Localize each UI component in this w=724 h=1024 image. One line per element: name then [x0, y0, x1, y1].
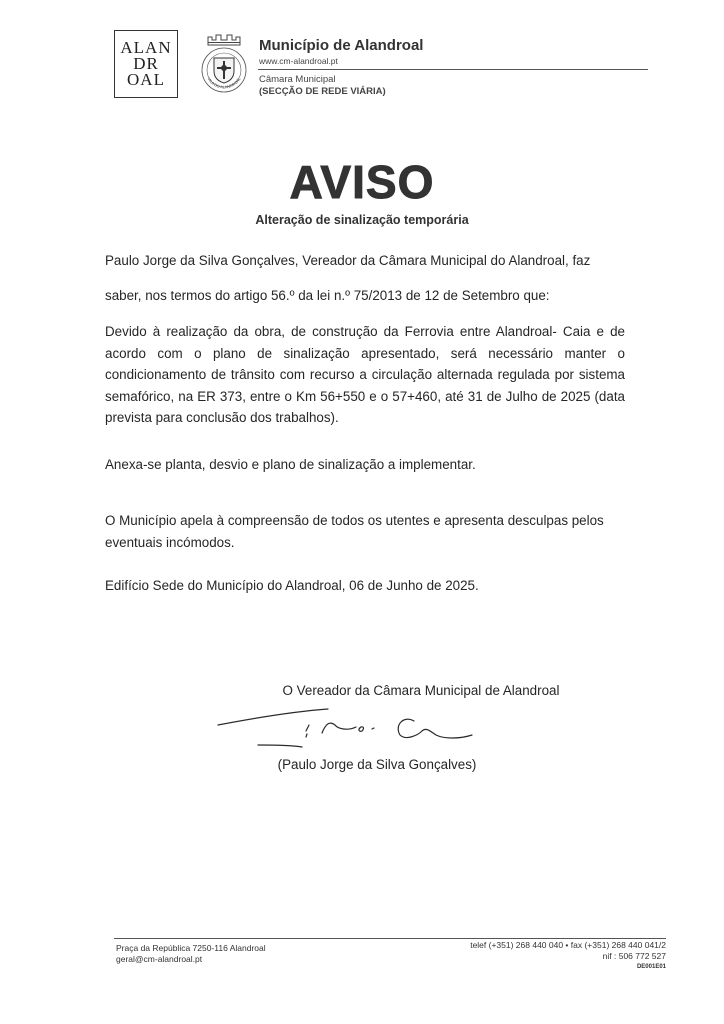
notice-subtitle: Alteração de sinalização temporária: [255, 213, 469, 227]
municipality-logo: [114, 30, 178, 98]
footer-email[interactable]: geral@cm-alandroal.pt: [116, 954, 203, 964]
footer-address: Praça da República 7250-116 Alandroal: [116, 943, 266, 953]
place-date: Edifício Sede do Município do Alandroal, 06 de Junho de 2025.: [105, 578, 479, 593]
municipality-name: Município de Alandroal: [259, 37, 424, 54]
coat-of-arms-icon: [200, 33, 248, 95]
document-code: DE001E01: [636, 964, 666, 970]
footer-phones: [470, 940, 666, 973]
footer-contact: [116, 943, 266, 965]
signatory-role: O Vereador da Câmara Municipal de Alandroal: [282, 683, 560, 698]
crest-arc-text: VILA DO ALANDROAL: [206, 76, 242, 90]
notice-title: AVISO: [289, 156, 435, 208]
intro-line-2: saber, nos termos do artigo 56.º da lei n.º 75/2013 de 12 de Setembro que:: [105, 288, 550, 303]
section-name: (SECÇÃO DE REDE VIÁRIA): [259, 86, 386, 97]
footer-nif: nif : 506 772 527: [602, 951, 666, 961]
department-name: Câmara Municipal: [259, 74, 336, 85]
logo-line-3: OAL: [127, 70, 165, 89]
header-divider: [258, 69, 648, 70]
apology-paragraph: O Município apela à compreensão de todos os utentes e apresenta desculpas pelos eventuais incómodos.: [105, 513, 604, 550]
logo-line-2: DR: [133, 54, 159, 73]
footer-divider: [114, 938, 666, 939]
intro-line-1: Paulo Jorge da Silva Gonçalves, Vereador da Câmara Municipal do Alandroal, faz: [105, 253, 591, 268]
footer-phone-fax: telef (+351) 268 440 040 • fax (+351) 268 440 041/2: [470, 940, 666, 950]
logo-line-1: ALAN: [120, 38, 172, 57]
municipality-website[interactable]: www.cm-alandroal.pt: [259, 56, 338, 66]
main-paragraph: Devido à realização da obra, de construção da Ferrovia entre Alandroal- Caia e de acordo com o plano de sinalização apresentado, será necessário manter o condicionamento de trânsito com recurso a circulação alternada regulada por sistema semafórico, na ER 373, entre o Km 56+550 e o 57+460, até 31 de Julho de 2025 (data prevista para conclusão dos trabalhos).: [105, 324, 625, 425]
annex-note: Anexa-se planta, desvio e plano de sinalização a implementar.: [105, 457, 476, 472]
signatory-name: (Paulo Jorge da Silva Gonçalves): [277, 757, 477, 772]
handwritten-signature: [210, 705, 480, 755]
